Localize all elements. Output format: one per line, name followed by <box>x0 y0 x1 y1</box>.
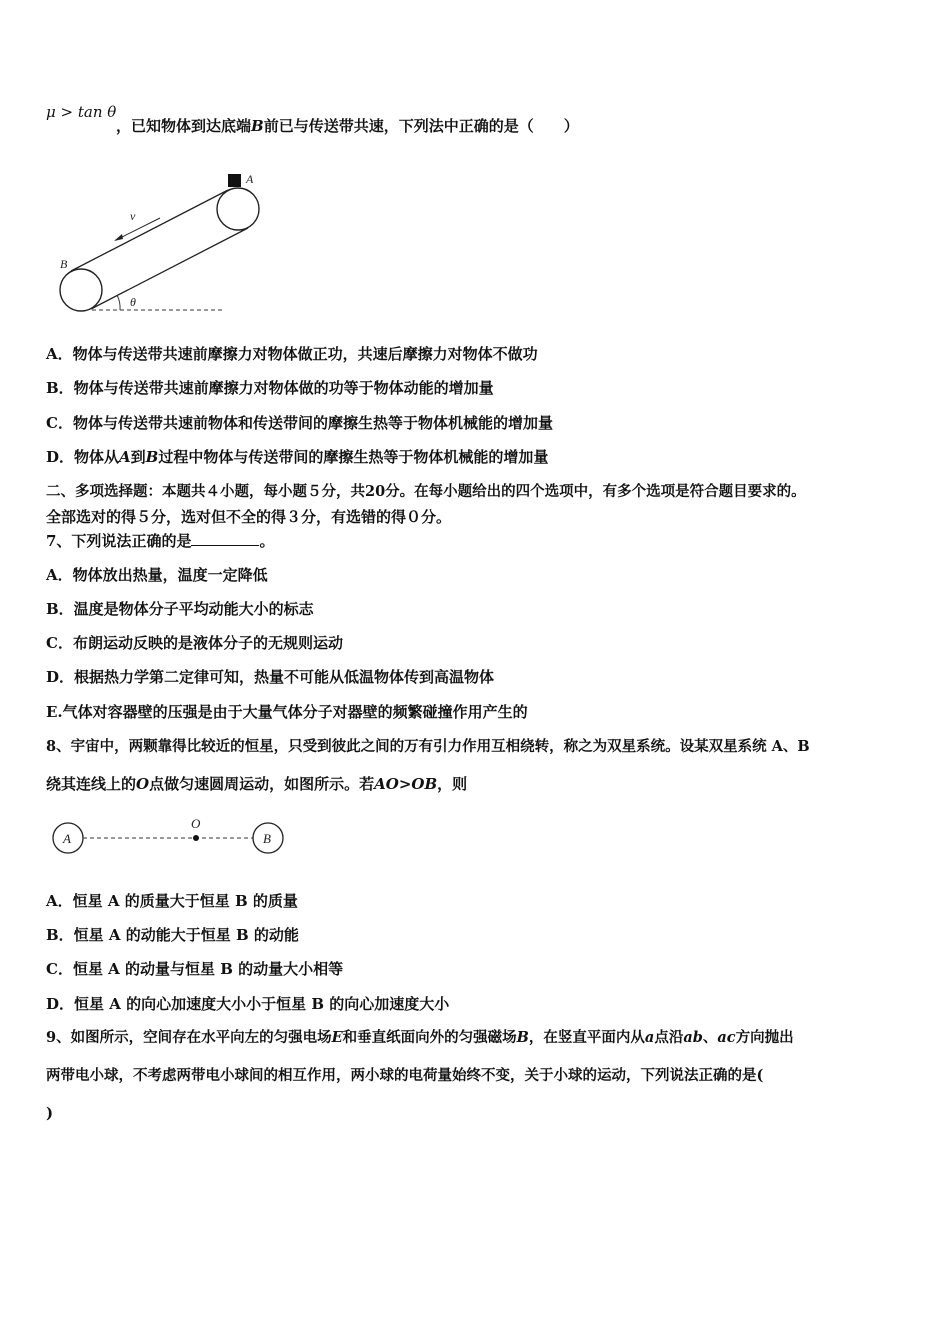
binary-star-figure <box>48 814 298 864</box>
conveyor-belt-figure <box>52 168 292 318</box>
label-star-b: B <box>263 831 271 846</box>
block-a <box>228 174 241 187</box>
q8-option-d: D．恒星 A 的向心加速度大小小于恒星 B 的向心加速度大小 <box>46 995 450 1013</box>
q8-stem-line2: 绕其连线上的O点做匀速圆周运动，如图所示。若AO>OB，则 <box>46 775 468 793</box>
q9-stem-line1: 9、如图所示，空间存在水平向左的匀强电场E和垂直纸面向外的匀强磁场B，在竖直平面内从a点沿ab、ac方向抛出 <box>46 1029 794 1046</box>
q6-stem-text: ，已知物体到达底端B前已与传送带共速，下列法中正确的是（ ） <box>116 117 579 135</box>
q7-option-e: E.气体对容器壁的压强是由于大量气体分子对器壁的频繁碰撞作用产生的 <box>46 703 528 721</box>
q7-option-d: D．根据热力学第二定律可知，热量不可能从低温物体传到高温物体 <box>46 668 495 686</box>
q8-option-a: A．恒星 A 的质量大于恒星 B 的质量 <box>46 892 298 910</box>
center-o <box>193 835 199 841</box>
q8-option-b: B．恒星 A 的动能大于恒星 B 的动能 <box>46 926 299 944</box>
q6-stem <box>46 102 116 122</box>
label-v: v <box>130 209 136 223</box>
upper-pulley <box>217 188 259 230</box>
q6-option-b: B．物体与传送带共速前摩擦力对物体做的功等于物体动能的增加量 <box>46 379 494 397</box>
q7-option-b: B．温度是物体分子平均动能大小的标志 <box>46 600 314 618</box>
label-star-a: A <box>63 831 71 846</box>
label-a: A <box>246 172 254 186</box>
section2-heading-line1: 二、多项选择题：本题共４小题，每小题５分，共20分。在每小题给出的四个选项中，有多个选项是符合题目要求的。 <box>46 483 806 500</box>
label-theta: θ <box>130 295 136 309</box>
q9-stem-line3: ) <box>46 1104 54 1122</box>
label-center-o: O <box>191 816 201 831</box>
q7-stem: 7、下列说法正确的是 。 <box>46 532 275 550</box>
q7-option-a: A．物体放出热量，温度一定降低 <box>46 566 268 584</box>
angle-arc <box>117 295 120 310</box>
answer-blank <box>191 531 259 546</box>
q8-option-c: C．恒星 A 的动量与恒星 B 的动量大小相等 <box>46 960 344 978</box>
belt-bottom <box>91 228 248 309</box>
q6-option-d: D．物体从A到B过程中物体与传送带间的摩擦生热等于物体机械能的增加量 <box>46 448 549 466</box>
q7-option-c: C．布朗运动反映的是液体分子的无规则运动 <box>46 634 343 652</box>
label-b: B <box>60 257 68 271</box>
q6-option-c: C．物体与传送带共速前物体和传送带间的摩擦生热等于物体机械能的增加量 <box>46 414 553 432</box>
section2-heading-line2: 全部选对的得５分，选对但不全的得３分，有选错的得０分。 <box>46 508 452 526</box>
q6-option-a: A．物体与传送带共速前摩擦力对物体做正功，共速后摩擦力对物体不做功 <box>46 345 538 363</box>
belt-top <box>71 190 228 271</box>
q8-stem-line1: 8、宇宙中，两颗靠得比较近的恒星，只受到彼此之间的万有引力作用互相绕转，称之为双星系统。设某双星系统 A、B <box>46 738 810 755</box>
velocity-arrowhead <box>114 234 123 241</box>
lower-pulley <box>60 269 102 311</box>
q9-stem-line2: 两带电小球，不考虑两带电小球间的相互作用，两小球的电荷量始终不变，关于小球的运动，下列说法正确的是( <box>46 1067 764 1084</box>
q6-math-condition: μ > tan θ <box>46 103 117 121</box>
